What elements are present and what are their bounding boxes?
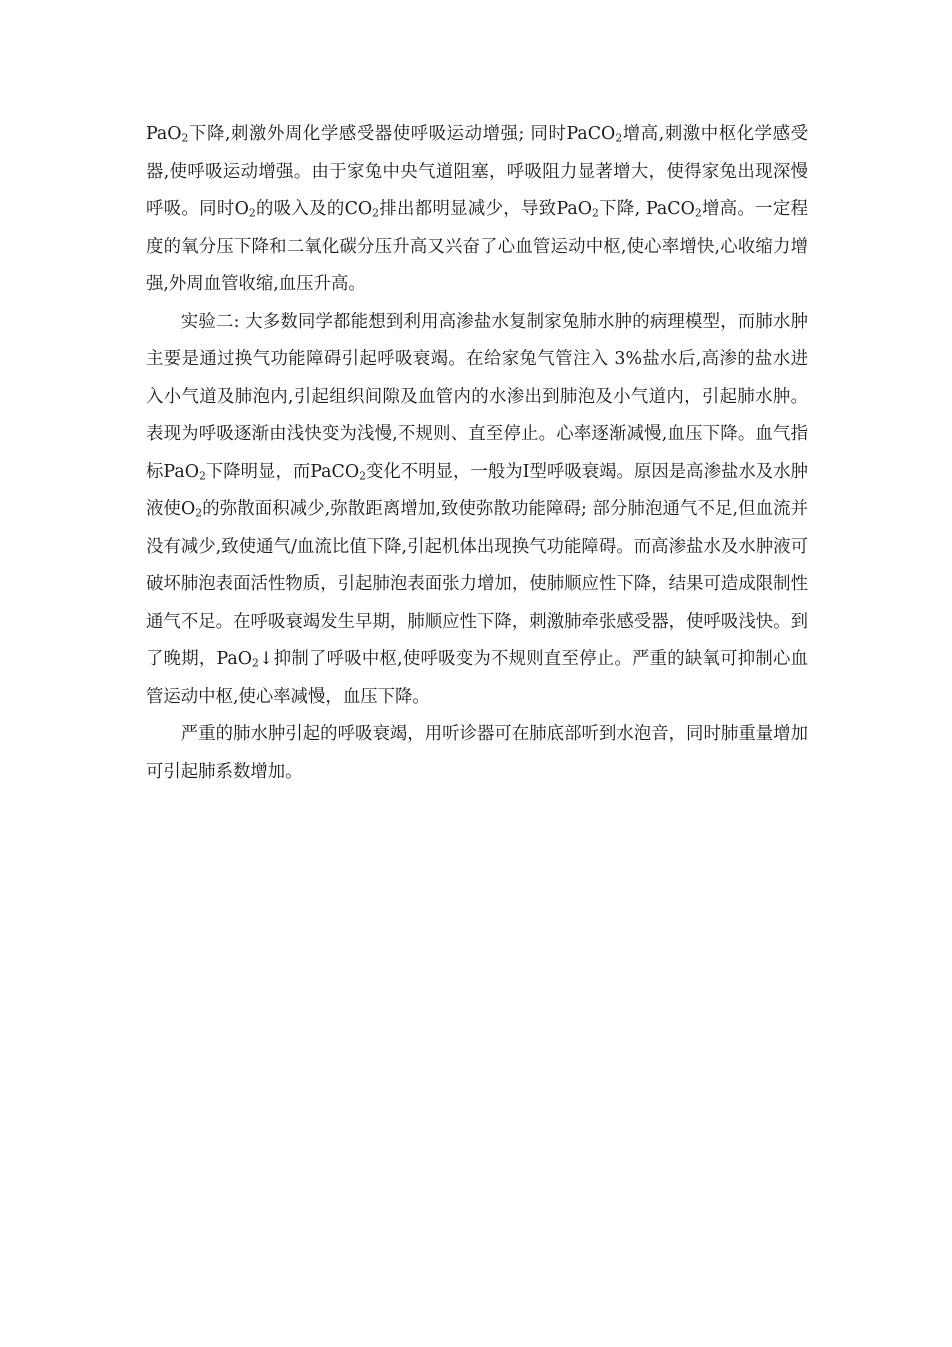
text-run: 增高。一定程度的氧分压下降和二氧化碳分压升高又兴奋了心血管运动中枢,使心率增快,心收缩力增强,外周血管收缩,血压升高。 (146, 199, 808, 294)
subscript: 2 (694, 206, 702, 220)
paragraph-experiment-two (146, 304, 808, 717)
subscript: 2 (359, 469, 366, 483)
subscript: 2 (252, 656, 259, 670)
document-body (146, 116, 808, 791)
subscript: 2 (195, 506, 203, 520)
text-run: 变化不明显，一般为I型呼吸衰竭。原因是高渗盐水及水肿液使O (146, 461, 809, 519)
text-run: ↓抑制了呼吸中枢,使呼吸变为不规则直至停止。严重的缺氧可抑制心血管运动中枢,使心率减慢，血压下降。 (146, 649, 808, 707)
subscript: 2 (592, 206, 599, 220)
text-run: 下降, PaCO (598, 199, 695, 219)
subscript: 2 (198, 469, 206, 483)
text-run: 严重的肺水肿引起的呼吸衰竭，用听诊器可在肺底部听到水泡音，同时肺重量增加可引起肺系数增加。 (146, 724, 808, 782)
text-run: 下降,刺激外周化学感受器使呼吸运动增强; 同时PaCO (188, 124, 616, 144)
text-run: 增高,刺激中枢化学感受器,使呼吸运动增强。由于家兔中央气道阻塞，呼吸阻力显著增大，使得家兔出现深慢呼吸。同时O (146, 124, 808, 219)
text-run: 下降明显，而PaCO (205, 461, 360, 482)
text-run: 排出都明显减少，导致PaO (379, 199, 592, 219)
text-run: 的吸入及的CO (255, 199, 373, 219)
text-run: 实验二: 大多数同学都能想到利用高渗盐水复制家兔肺水肿的病理模型，而肺水肿主要是通过换气功能障碍引起呼吸衰竭。在给家兔气管注入 3%盐水后,高渗的盐水进入小气道及肺泡内,引起组织间隙及血管内的水渗出到肺泡及小气道内，引起肺水肿。表现为呼吸逐渐由浅快变为浅慢,不规则、直至停止。心率逐渐减慢,血压下降。血气指标PaO (146, 311, 808, 482)
paragraph-pulmonary-edema-signs (146, 716, 808, 791)
subscript: 2 (248, 206, 256, 220)
text-run: PaO (146, 124, 182, 144)
text-run: 的弥散面积减少,弥散距离增加,致使弥散功能障碍; 部分肺泡通气不足,但血流并没有减少,致使通气/血流比值下降,引起机体出现换气功能障碍。而高渗盐水及水肿液可破坏肺泡表面活性物质，引起肺泡表面张力增加，使肺顺应性下降，结果可造成限制性通气不足。在呼吸衰竭发生早期，肺顺应性下降，刺激肺牵张感受器，使呼吸浅快。到了晚期，PaO (146, 499, 808, 669)
subscript: 2 (181, 131, 189, 145)
subscript: 2 (372, 206, 379, 220)
subscript: 2 (615, 131, 623, 145)
paragraph-respiratory-obstruction (146, 116, 808, 304)
